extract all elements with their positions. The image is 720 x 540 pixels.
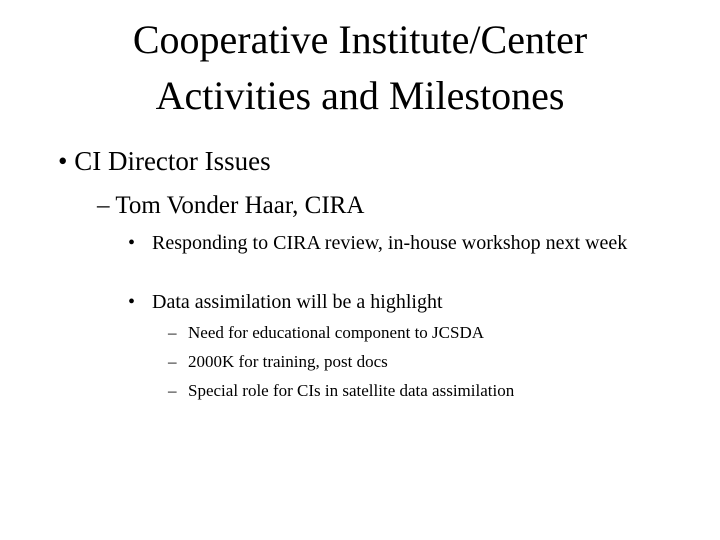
dash-marker: –	[168, 352, 177, 371]
bullet-marker: •	[128, 291, 136, 313]
sub-point-text: 2000K for training, post docs	[188, 352, 388, 371]
bullet-marker: •	[128, 232, 136, 254]
point-data-assimilation	[128, 289, 632, 315]
sub-point-jcsda	[168, 320, 484, 346]
sub-point-satellite	[168, 378, 514, 404]
dash-marker: –	[168, 381, 177, 400]
bullet-text: CI Director Issues	[74, 146, 271, 176]
sub-item-tom-vonder-haar	[97, 190, 364, 222]
sub-item-text: Tom Vonder Haar, CIRA	[115, 192, 365, 219]
slide-title-line-1: Cooperative Institute/Center	[132, 17, 588, 62]
slide-title-line-2: Activities and Milestones	[155, 73, 565, 118]
point-cira-review	[128, 230, 632, 256]
sub-point-text: Special role for CIs in satellite data assimilation	[188, 381, 515, 400]
dash-marker: –	[168, 323, 177, 342]
sub-point-text: Need for educational component to JCSDA	[188, 323, 485, 342]
dash-marker: –	[97, 192, 110, 219]
bullet-ci-director-issues	[58, 144, 271, 178]
point-text: Data assimilation will be a highlight	[152, 291, 443, 313]
sub-point-training	[168, 349, 388, 375]
point-text: Responding to CIRA review, in-house workshop next week	[152, 232, 628, 254]
bullet-marker: •	[58, 146, 68, 176]
slide-title	[40, 12, 680, 124]
